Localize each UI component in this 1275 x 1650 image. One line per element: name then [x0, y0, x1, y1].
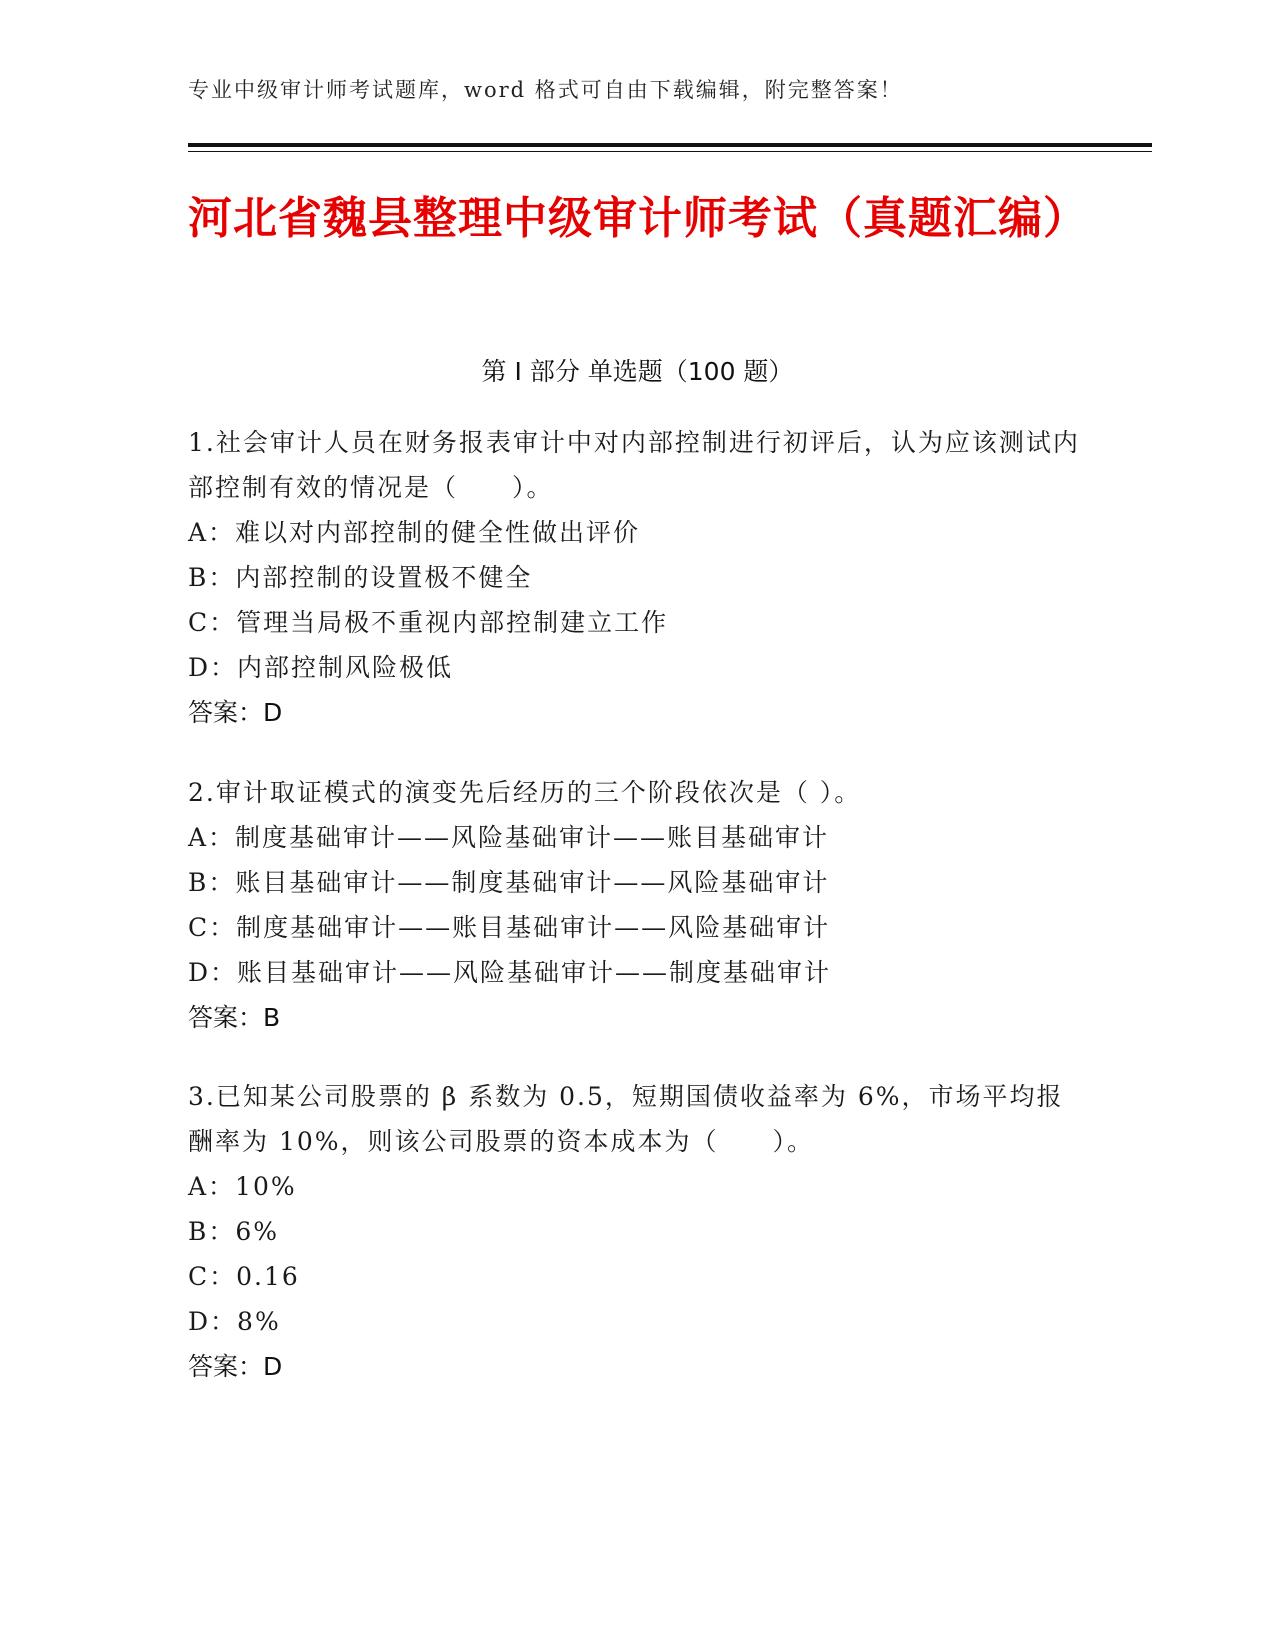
header-rule-thick — [188, 143, 1152, 147]
option-a: A：难以对内部控制的健全性做出评价 — [188, 518, 641, 547]
question-1 — [188, 420, 1088, 735]
question-stem: 1.社会审计人员在财务报表审计中对内部控制进行初评后，认为应该测试内部控制有效的情况是（ ）。 — [188, 428, 1080, 502]
option-d: D：8% — [188, 1307, 281, 1336]
option-c: C：管理当局极不重视内部控制建立工作 — [188, 608, 669, 637]
header-rule-thin — [188, 151, 1152, 152]
option-d: D：内部控制风险极低 — [188, 653, 454, 682]
question-stem: 2.审计取证模式的演变先后经历的三个阶段依次是（ ）。 — [188, 778, 862, 807]
option-b: B：账目基础审计——制度基础审计——风险基础审计 — [188, 868, 830, 897]
option-a: A：10% — [188, 1172, 297, 1201]
option-d: D：账目基础审计——风险基础审计——制度基础审计 — [188, 958, 832, 987]
question-2 — [188, 770, 1088, 1040]
header-note: 专业中级审计师考试题库，word 格式可自由下载编辑，附完整答案！ — [188, 78, 903, 102]
answer: 答案：D — [188, 1352, 283, 1381]
section-heading: 第 I 部分 单选题（100 题） — [481, 357, 794, 386]
option-b: B：内部控制的设置极不健全 — [188, 563, 533, 592]
option-c: C：0.16 — [188, 1262, 300, 1291]
option-c: C：制度基础审计——账目基础审计——风险基础审计 — [188, 913, 831, 942]
option-a: A：制度基础审计——风险基础审计——账目基础审计 — [188, 823, 830, 852]
question-3 — [188, 1074, 1088, 1389]
option-b: B：6% — [188, 1217, 280, 1246]
answer: 答案：B — [188, 1003, 281, 1032]
answer: 答案：D — [188, 698, 283, 727]
document-title: 河北省魏县整理中级审计师考试（真题汇编） — [188, 193, 1088, 244]
question-stem: 3.已知某公司股票的 β 系数为 0.5，短期国债收益率为 6%，市场平均报酬率为 10%，则该公司股票的资本成本为（ ）。 — [188, 1082, 1064, 1156]
